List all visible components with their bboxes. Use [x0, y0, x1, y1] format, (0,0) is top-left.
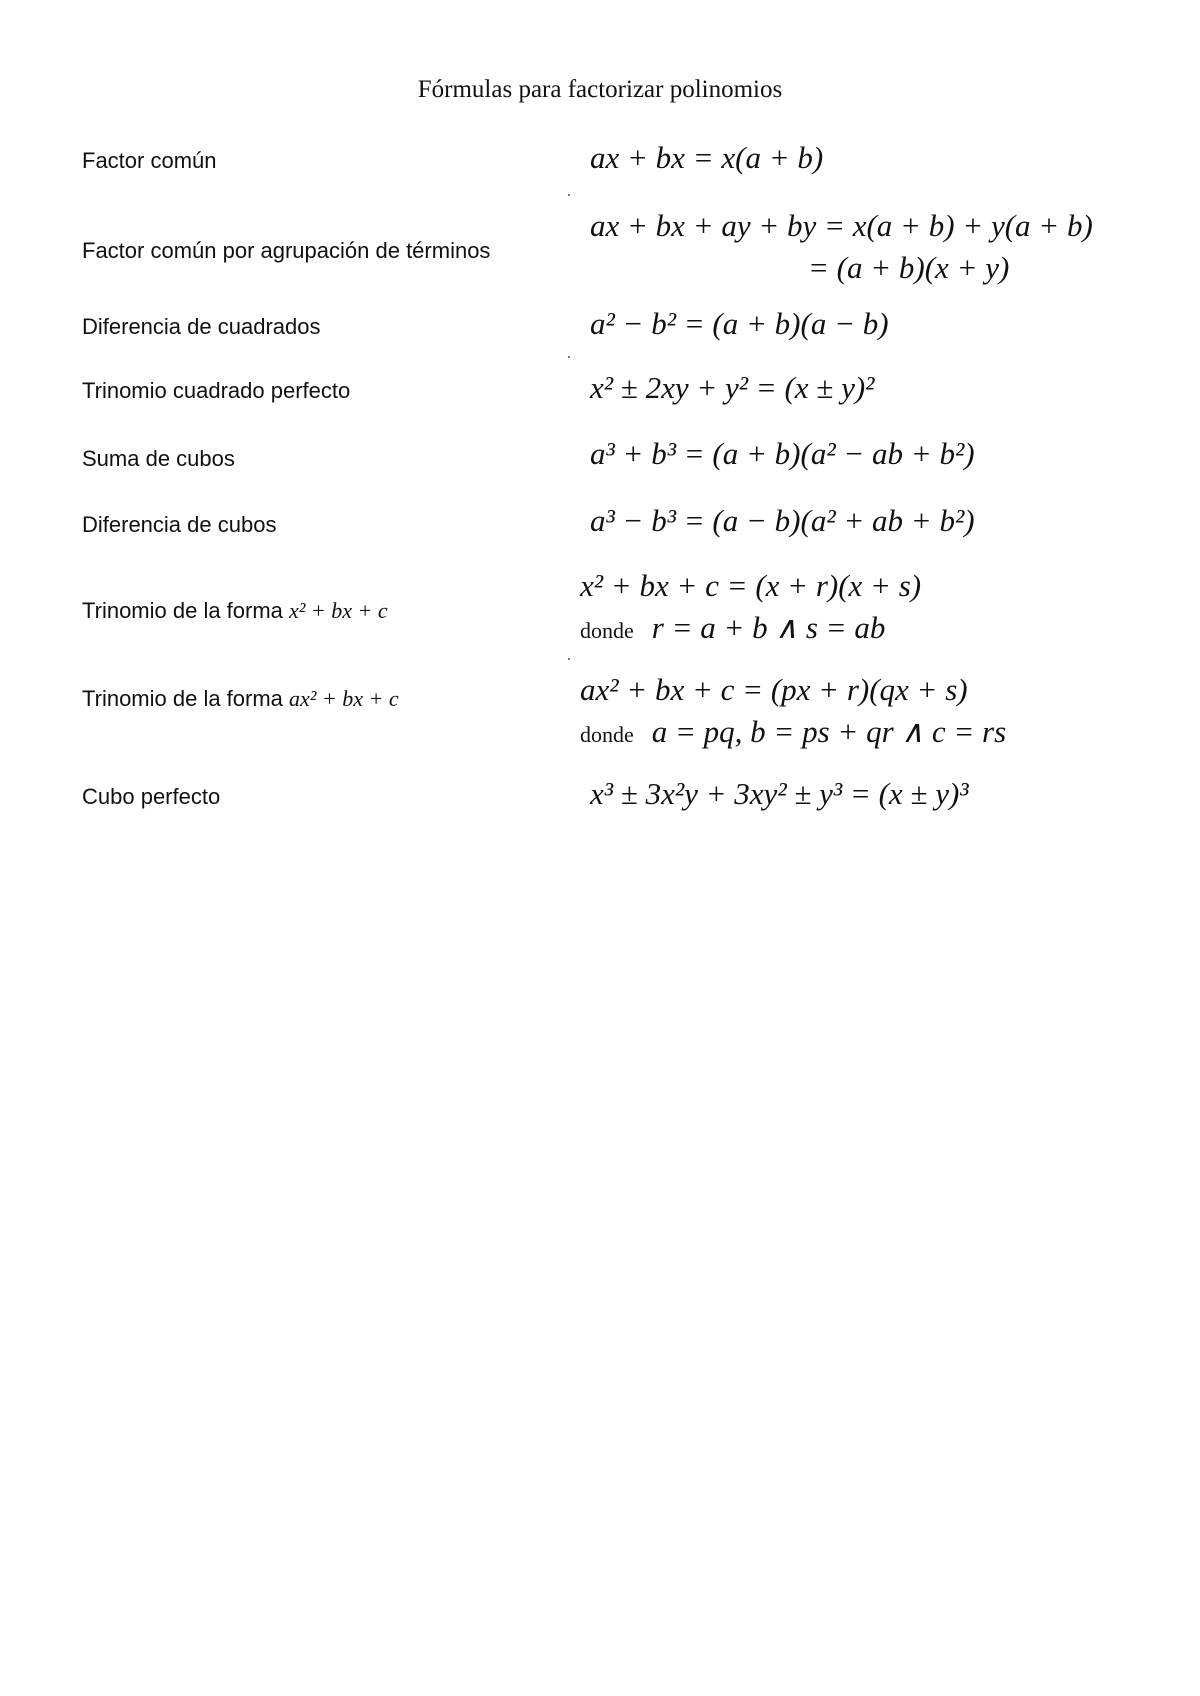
formula-label-diferencia-cubos: Diferencia de cubos — [82, 512, 277, 537]
where-condition: r = a + b ∧ s = ab — [651, 610, 886, 645]
formula-label-math: ax² + bx + c — [289, 686, 399, 711]
formula-trinomio-general: ax² + bx + c = (px + r)(qx + s) — [580, 672, 968, 707]
formula-diferencia-cuadrados: a² − b² = (a + b)(a − b) — [590, 306, 889, 341]
formula-trinomio-general-condition — [580, 714, 1006, 750]
formula-label-math: x² + bx + c — [289, 598, 388, 623]
separator-dot — [568, 356, 570, 358]
formula-label-cubo-perfecto: Cubo perfecto — [82, 784, 221, 809]
where-word: donde — [580, 618, 634, 643]
where-word: donde — [580, 722, 634, 747]
formula-label-trinomio-general — [82, 686, 399, 712]
formula-trinomio-simple-condition — [580, 610, 885, 646]
formula-label-factor-comun: Factor común — [82, 148, 217, 173]
formula-diferencia-cubos: a³ − b³ = (a − b)(a² + ab + b²) — [590, 503, 975, 538]
formula-label-trinomio-simple — [82, 598, 388, 624]
formula-suma-cubos: a³ + b³ = (a + b)(a² − ab + b²) — [590, 436, 975, 471]
separator-dot — [568, 658, 570, 660]
formula-label-suma-cubos: Suma de cubos — [82, 446, 235, 471]
formula-cubo-perfecto: x³ ± 3x²y + 3xy² ± y³ = (x ± y)³ — [590, 776, 969, 811]
where-condition: a = pq, b = ps + qr ∧ c = rs — [651, 714, 1007, 749]
formula-label-text: Trinomio de la forma — [82, 686, 283, 711]
formula-trinomio-simple: x² + bx + c = (x + r)(x + s) — [580, 568, 922, 603]
formula-label-diferencia-cuadrados: Diferencia de cuadrados — [82, 314, 321, 339]
separator-dot — [568, 194, 570, 196]
formula-agrupacion: ax + bx + ay + by = x(a + b) + y(a + b) — [590, 208, 1093, 243]
formula-label-agrupacion: Factor común por agrupación de términos — [82, 238, 491, 263]
formula-agrupacion-line2: = (a + b)(x + y) — [808, 250, 1010, 285]
formula-trinomio-cuadrado: x² ± 2xy + y² = (x ± y)² — [590, 370, 875, 405]
formula-factor-comun: ax + bx = x(a + b) — [590, 140, 824, 175]
formula-label-trinomio-cuadrado: Trinomio cuadrado perfecto — [82, 378, 351, 403]
page-title: Fórmulas para factorizar polinomios — [417, 76, 783, 103]
formula-label-text: Trinomio de la forma — [82, 598, 283, 623]
